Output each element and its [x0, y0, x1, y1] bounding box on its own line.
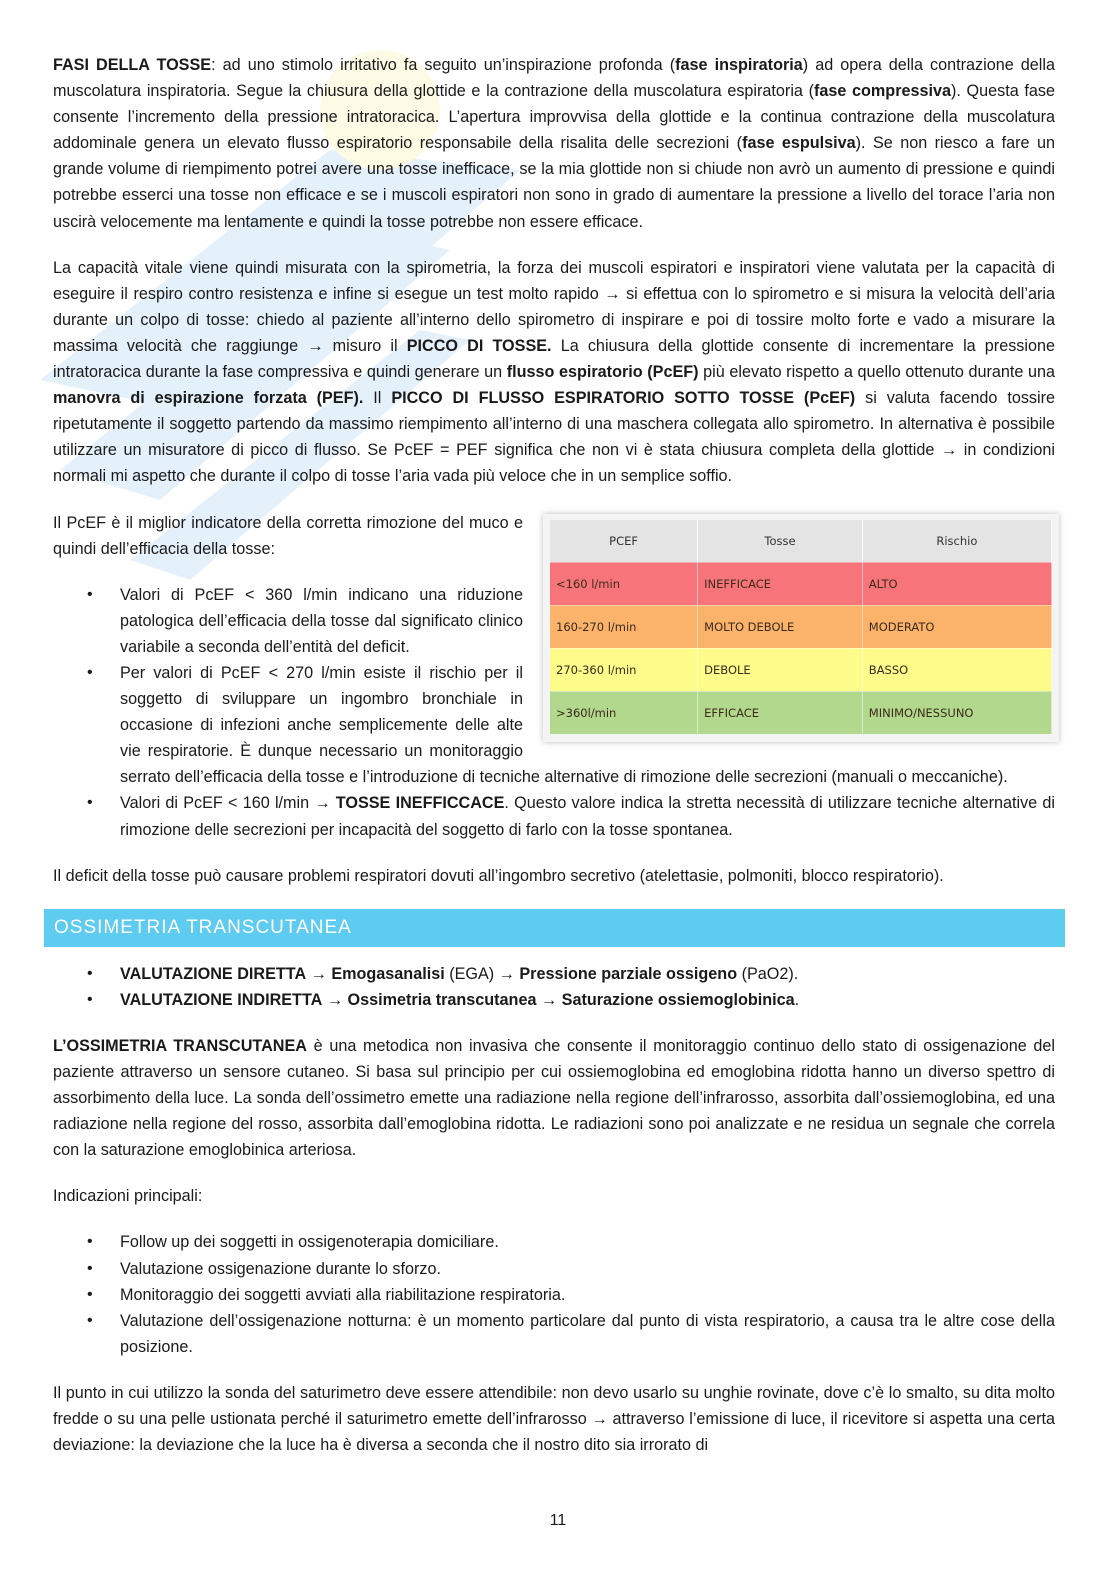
cell-pcef: 270-360 l/min	[550, 648, 698, 691]
arrow-icon: →	[536, 990, 562, 1009]
text: . Questo valore indica la stretta necessità di utilizzare tecniche alternative di rimozione delle secrezioni per incapacità del soggetto di farlo con la tosse spontanea.	[120, 794, 1055, 839]
list-item	[53, 790, 1055, 842]
paragraph-deficit: Il deficit della tosse può causare problemi respiratori dovuti all’ingombro secretivo (atelettasie, polmoniti, blocco respiratorio).	[53, 866, 944, 885]
list-item: • Valutazione dell’ossigenazione notturna: è un momento particolare dal punto di vista respiratorio, a causa tra le altre cose della posizione.	[53, 1308, 1055, 1360]
list-item	[53, 961, 1055, 987]
arrow-icon: →	[306, 964, 332, 983]
cell-rischio: MODERATO	[862, 605, 1051, 648]
arrow-icon: →	[322, 990, 348, 1009]
cell-tosse: DEBOLE	[698, 648, 863, 691]
text: ). Se non riesco a fare un grande volume di riempimento potrei avere una tosse inefficace, se la mia glottide non si chiude non avrò un aumento di pressione e quindi potrebbe esserci una tosse non efficace e se i muscoli espiratori non sono in grado di aumentare la pressione a livello del torace l’aria non uscirà velocemente ma lentamente e quindi la tosse potrebbe non essere efficace.	[53, 134, 1055, 231]
list-item: • Valutazione ossigenazione durante lo sforzo.	[53, 1256, 1055, 1282]
valutazione-list	[53, 961, 1055, 1013]
list-item: • Follow up dei soggetti in ossigenoterapia domiciliare.	[53, 1229, 1055, 1255]
term: Ossimetria transcutanea	[347, 990, 537, 1009]
term-fasi-della-tosse: FASI DELLA TOSSE	[53, 56, 212, 74]
cell-pcef: >360l/min	[550, 691, 698, 734]
term-picco-di-tosse: PICCO DI TOSSE.	[406, 336, 552, 355]
paragraph-indicazioni: Indicazioni principali:	[53, 1187, 203, 1206]
term-fase-compressiva: fase compressiva	[813, 82, 952, 101]
list-item: • Valori di PcEF < 360 l/min indicano una riduzione patologica dell’efficacia della tosse dal significato clinico variabile a seconda dell’entità del deficit.	[53, 582, 1055, 660]
term-ossimetria: L’OSSIMETRIA TRANSCUTANEA	[53, 1036, 307, 1055]
header-pcef: PCEF	[550, 520, 698, 563]
paragraph-ossimetria-definition	[53, 1033, 1055, 1163]
text: si valuta facendo tossire ripetutamente il soggetto partendo da massimo riempimento all’interno di una maschera collegata allo spirometro. In alternativa è possibile utilizzare un misuratore di picco di flusso. Se PcEF = PEF significa che non vi è stata chiusura completa della glottide → in condizioni normali mi aspetto che durante il colpo di tosse l’aria vada più veloce che in un semplice soffio.	[53, 389, 1055, 486]
list-item	[53, 987, 1055, 1013]
header-tosse: Tosse	[698, 520, 863, 563]
term: VALUTAZIONE INDIRETTA	[120, 990, 323, 1009]
cell-rischio: MINIMO/NESSUNO	[862, 691, 1051, 734]
section-heading-ossimetria: OSSIMETRIA TRANSCUTANEA	[44, 909, 1065, 947]
pcef-bullet-list	[53, 582, 1055, 843]
text: è una metodica non invasiva che consente il monitoraggio continuo dello stato di ossigenazione del paziente attraverso un sensore cutaneo. Si basa sul principio per cui ossiemoglobina ed emoglobina ridotta hanno un diverso spettro di assorbimento della luce. La sonda dell’ossimetro emette una radiazione nella regione dell’infrarosso, assorbita dall’ossiemoglobina, ed una radiazione nella regione del rosso, assorbita dall’emoglobina ridotta. Le radiazioni sono poi analizzate e ne residua un segnale che correla con la saturazione emoglobinica arteriosa.	[53, 1036, 1055, 1160]
cell-rischio: ALTO	[862, 562, 1051, 605]
cell-pcef: 160-270 l/min	[550, 605, 698, 648]
cell-rischio: BASSO	[862, 648, 1051, 691]
term: Emogasanalisi	[331, 964, 445, 983]
page-number: 11	[549, 1512, 567, 1529]
list-item: • Monitoraggio dei soggetti avviati alla riabilitazione respiratoria.	[53, 1282, 1055, 1308]
term-pcef: PICCO DI FLUSSO ESPIRATORIO SOTTO TOSSE (PcEF)	[391, 389, 856, 408]
text: La capacità vitale viene quindi misurata con la spirometria, la forza dei muscoli espiratori e inspiratori viene valutata per la capacità di eseguire il respiro contro resistenza e infine si esegue un test molto rapido → si effettua con lo spirometro e si misura la velocità dell’aria durante un colpo di tosse: chiedo al paziente all’interno dello spirometro di inspirare e poi di tossire molto forte e vado a misurare la massima velocità che raggiunge → misuro il	[53, 258, 1055, 355]
text: (PaO2).	[737, 964, 799, 983]
paragraph-capacita-vitale	[53, 255, 1055, 490]
list-item: • Per valori di PcEF < 270 l/min esiste il rischio per il soggetto di sviluppare un ingombro bronchiale in occasione di infezioni anche semplicemente delle alte vie respiratorie. È dunque necessario un monitoraggio serrato dell’efficacia della tosse e l’introduzione di tecniche alternative di rimozione delle secrezioni (manuali o meccaniche).	[53, 660, 1055, 790]
cell-tosse: EFFICACE	[698, 691, 863, 734]
term: Pressione parziale ossigeno	[519, 964, 738, 983]
indicazioni-list	[53, 1229, 1055, 1359]
text: ) ad opera della contrazione della muscolatura inspiratoria. Segue la chiusura della glottide e la contrazione della muscolatura espiratoria (	[53, 56, 1056, 101]
table-header-row	[550, 520, 1052, 563]
term-tosse-inefficace: TOSSE INEFFICCACE	[335, 794, 505, 813]
cell-tosse: MOLTO DEBOLE	[698, 605, 863, 648]
term-fase-inspiratoria: fase inspiratoria	[675, 56, 803, 74]
term-pef: manovra di espirazione forzata (PEF).	[53, 389, 364, 408]
term-flusso-espiratorio: flusso espiratorio (PcEF)	[506, 363, 699, 382]
cell-pcef: <160 l/min	[550, 562, 698, 605]
term: Saturazione ossiemoglobinica	[561, 990, 795, 1009]
paragraph-fasi-della-tosse	[53, 52, 1055, 235]
text: ). Questa fase consente l’incremento della pressione intratoracica. L’apertura improvvisa della glottide e la continua contrazione della muscolatura addominale genera un elevato flusso espiratorio responsabile della risalita delle secrezioni (	[53, 82, 1055, 153]
text: : ad uno stimolo irritativo fa seguito un’inspirazione profonda (	[211, 56, 676, 74]
term: VALUTAZIONE DIRETTA	[120, 964, 307, 983]
document-page	[53, 52, 1055, 1478]
text: Il	[363, 389, 392, 408]
term-fase-espulsiva: fase espulsiva	[742, 134, 856, 153]
text: .	[794, 990, 800, 1009]
text: La chiusura della glottide consente di incrementare la pressione intratoracica durante la fase compressiva e quindi generare un	[53, 336, 1055, 382]
paragraph-pcef-intro: Il PcEF è il miglior indicatore della corretta rimozione del muco e quindi dell’efficacia della tosse:	[53, 513, 523, 558]
text: (EGA) →	[444, 964, 520, 983]
cell-tosse: INEFFICACE	[698, 562, 863, 605]
text: più elevato rispetto a quello ottenuto durante una	[698, 363, 1055, 382]
text: Valori di PcEF < 160 l/min →	[120, 794, 336, 813]
header-rischio: Rischio	[862, 520, 1051, 563]
paragraph-saturimetro: Il punto in cui utilizzo la sonda del saturimetro deve essere attendibile: non devo usarlo su unghie rovinate, dove c’è lo smalto, su dita molto fredde o su una pelle ustionata perché il saturimetro emette dell’infrarosso → attraverso l’emissione di luce, il ricevitore si aspetta una certa deviazione: la deviazione che la luce ha è diversa a seconda che il nostro dito sia irrorato di	[53, 1383, 1055, 1455]
